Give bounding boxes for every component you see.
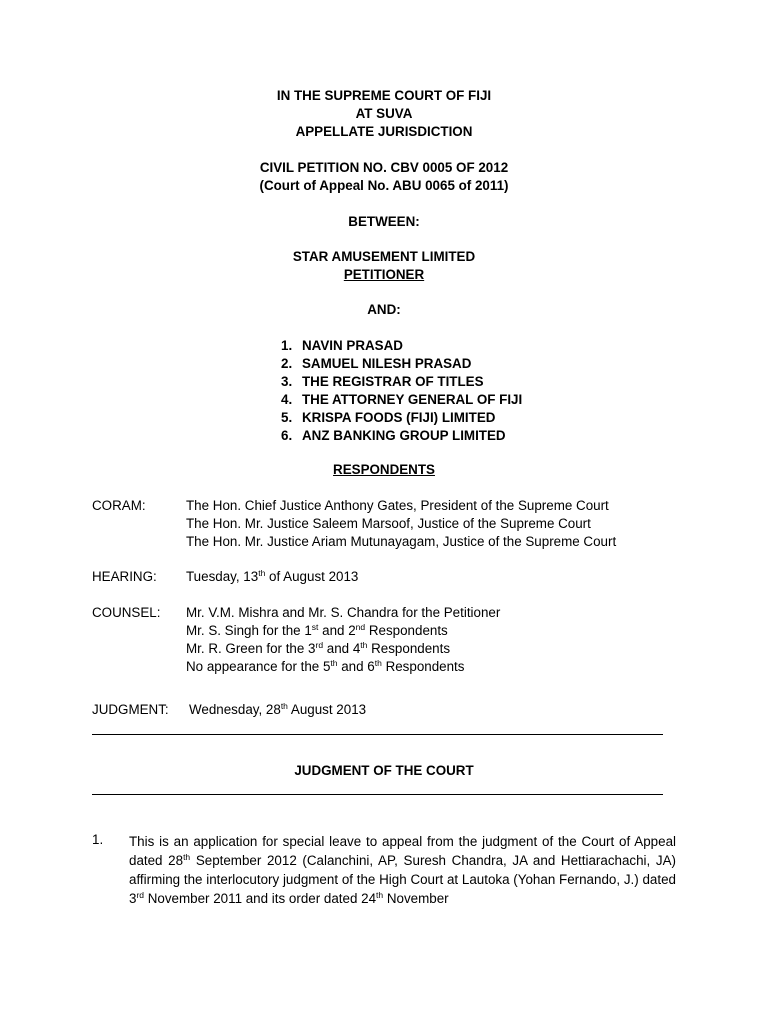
petition-number: CIVIL PETITION NO. CBV 0005 OF 2012 <box>259 160 509 175</box>
coram-label: CORAM: <box>92 498 146 513</box>
list-item: 5. KRISPA FOODS (FIJI) LIMITED <box>281 410 496 425</box>
counsel-label: COUNSEL: <box>92 605 161 620</box>
paragraph-number: 1. <box>92 832 104 847</box>
judgment-date: Wednesday, 28th August 2013 <box>189 701 367 717</box>
judgment-label: JUDGMENT: <box>92 702 169 717</box>
and-label: AND: <box>367 302 401 317</box>
divider <box>92 794 663 795</box>
paragraph-text: This is an application for special leave to appeal from the judgment of the Court of Appeal dated 28th September 2012 (Calanchini, AP, Suresh Chandra, JA and Hettiarachachi, JA) affirming the interlocutory judgment of the High Court at Lautoka (Yohan Fernando, J.) dated 3rd November 2011 and its order dated 24th November <box>129 834 676 906</box>
list-item: 4. THE ATTORNEY GENERAL OF FIJI <box>281 392 523 407</box>
appeal-number: (Court of Appeal No. ABU 0065 of 2011) <box>259 178 509 193</box>
list-item: 2. SAMUEL NILESH PRASAD <box>281 356 472 371</box>
counsel-line: No appearance for the 5th and 6th Respondents <box>186 658 465 674</box>
respondents-label: RESPONDENTS <box>333 462 435 477</box>
petitioner-label: PETITIONER <box>343 267 425 282</box>
counsel-line: Mr. V.M. Mishra and Mr. S. Chandra for the Petitioner <box>186 605 501 620</box>
petitioner-label-wrap <box>92 267 676 282</box>
respondents-label-wrap <box>92 462 676 477</box>
hearing-label: HEARING: <box>92 569 157 584</box>
petitioner-name: STAR AMUSEMENT LIMITED <box>292 249 476 264</box>
list-item: 1. NAVIN PRASAD <box>281 338 403 353</box>
court-location: AT SUVA <box>355 106 413 121</box>
counsel-line: Mr. S. Singh for the 1st and 2nd Respondents <box>186 622 448 638</box>
between-label: BETWEEN: <box>348 214 420 229</box>
respondents-list <box>281 337 522 445</box>
list-item: 6. ANZ BANKING GROUP LIMITED <box>281 428 506 443</box>
divider <box>92 734 663 735</box>
counsel-line: Mr. R. Green for the 3rd and 4th Respondents <box>186 640 451 656</box>
hearing-date: Tuesday, 13th of August 2013 <box>186 568 359 584</box>
coram-line: The Hon. Mr. Justice Ariam Mutunayagam, Justice of the Supreme Court <box>186 534 617 549</box>
coram-line: The Hon. Mr. Justice Saleem Marsoof, Justice of the Supreme Court <box>186 516 591 531</box>
coram-line: The Hon. Chief Justice Anthony Gates, President of the Supreme Court <box>186 498 609 513</box>
court-name: IN THE SUPREME COURT OF FIJI <box>276 88 492 103</box>
list-item: 3. THE REGISTRAR OF TITLES <box>281 374 484 389</box>
jurisdiction: APPELLATE JURISDICTION <box>295 124 473 139</box>
judgment-title: JUDGMENT OF THE COURT <box>294 763 474 778</box>
